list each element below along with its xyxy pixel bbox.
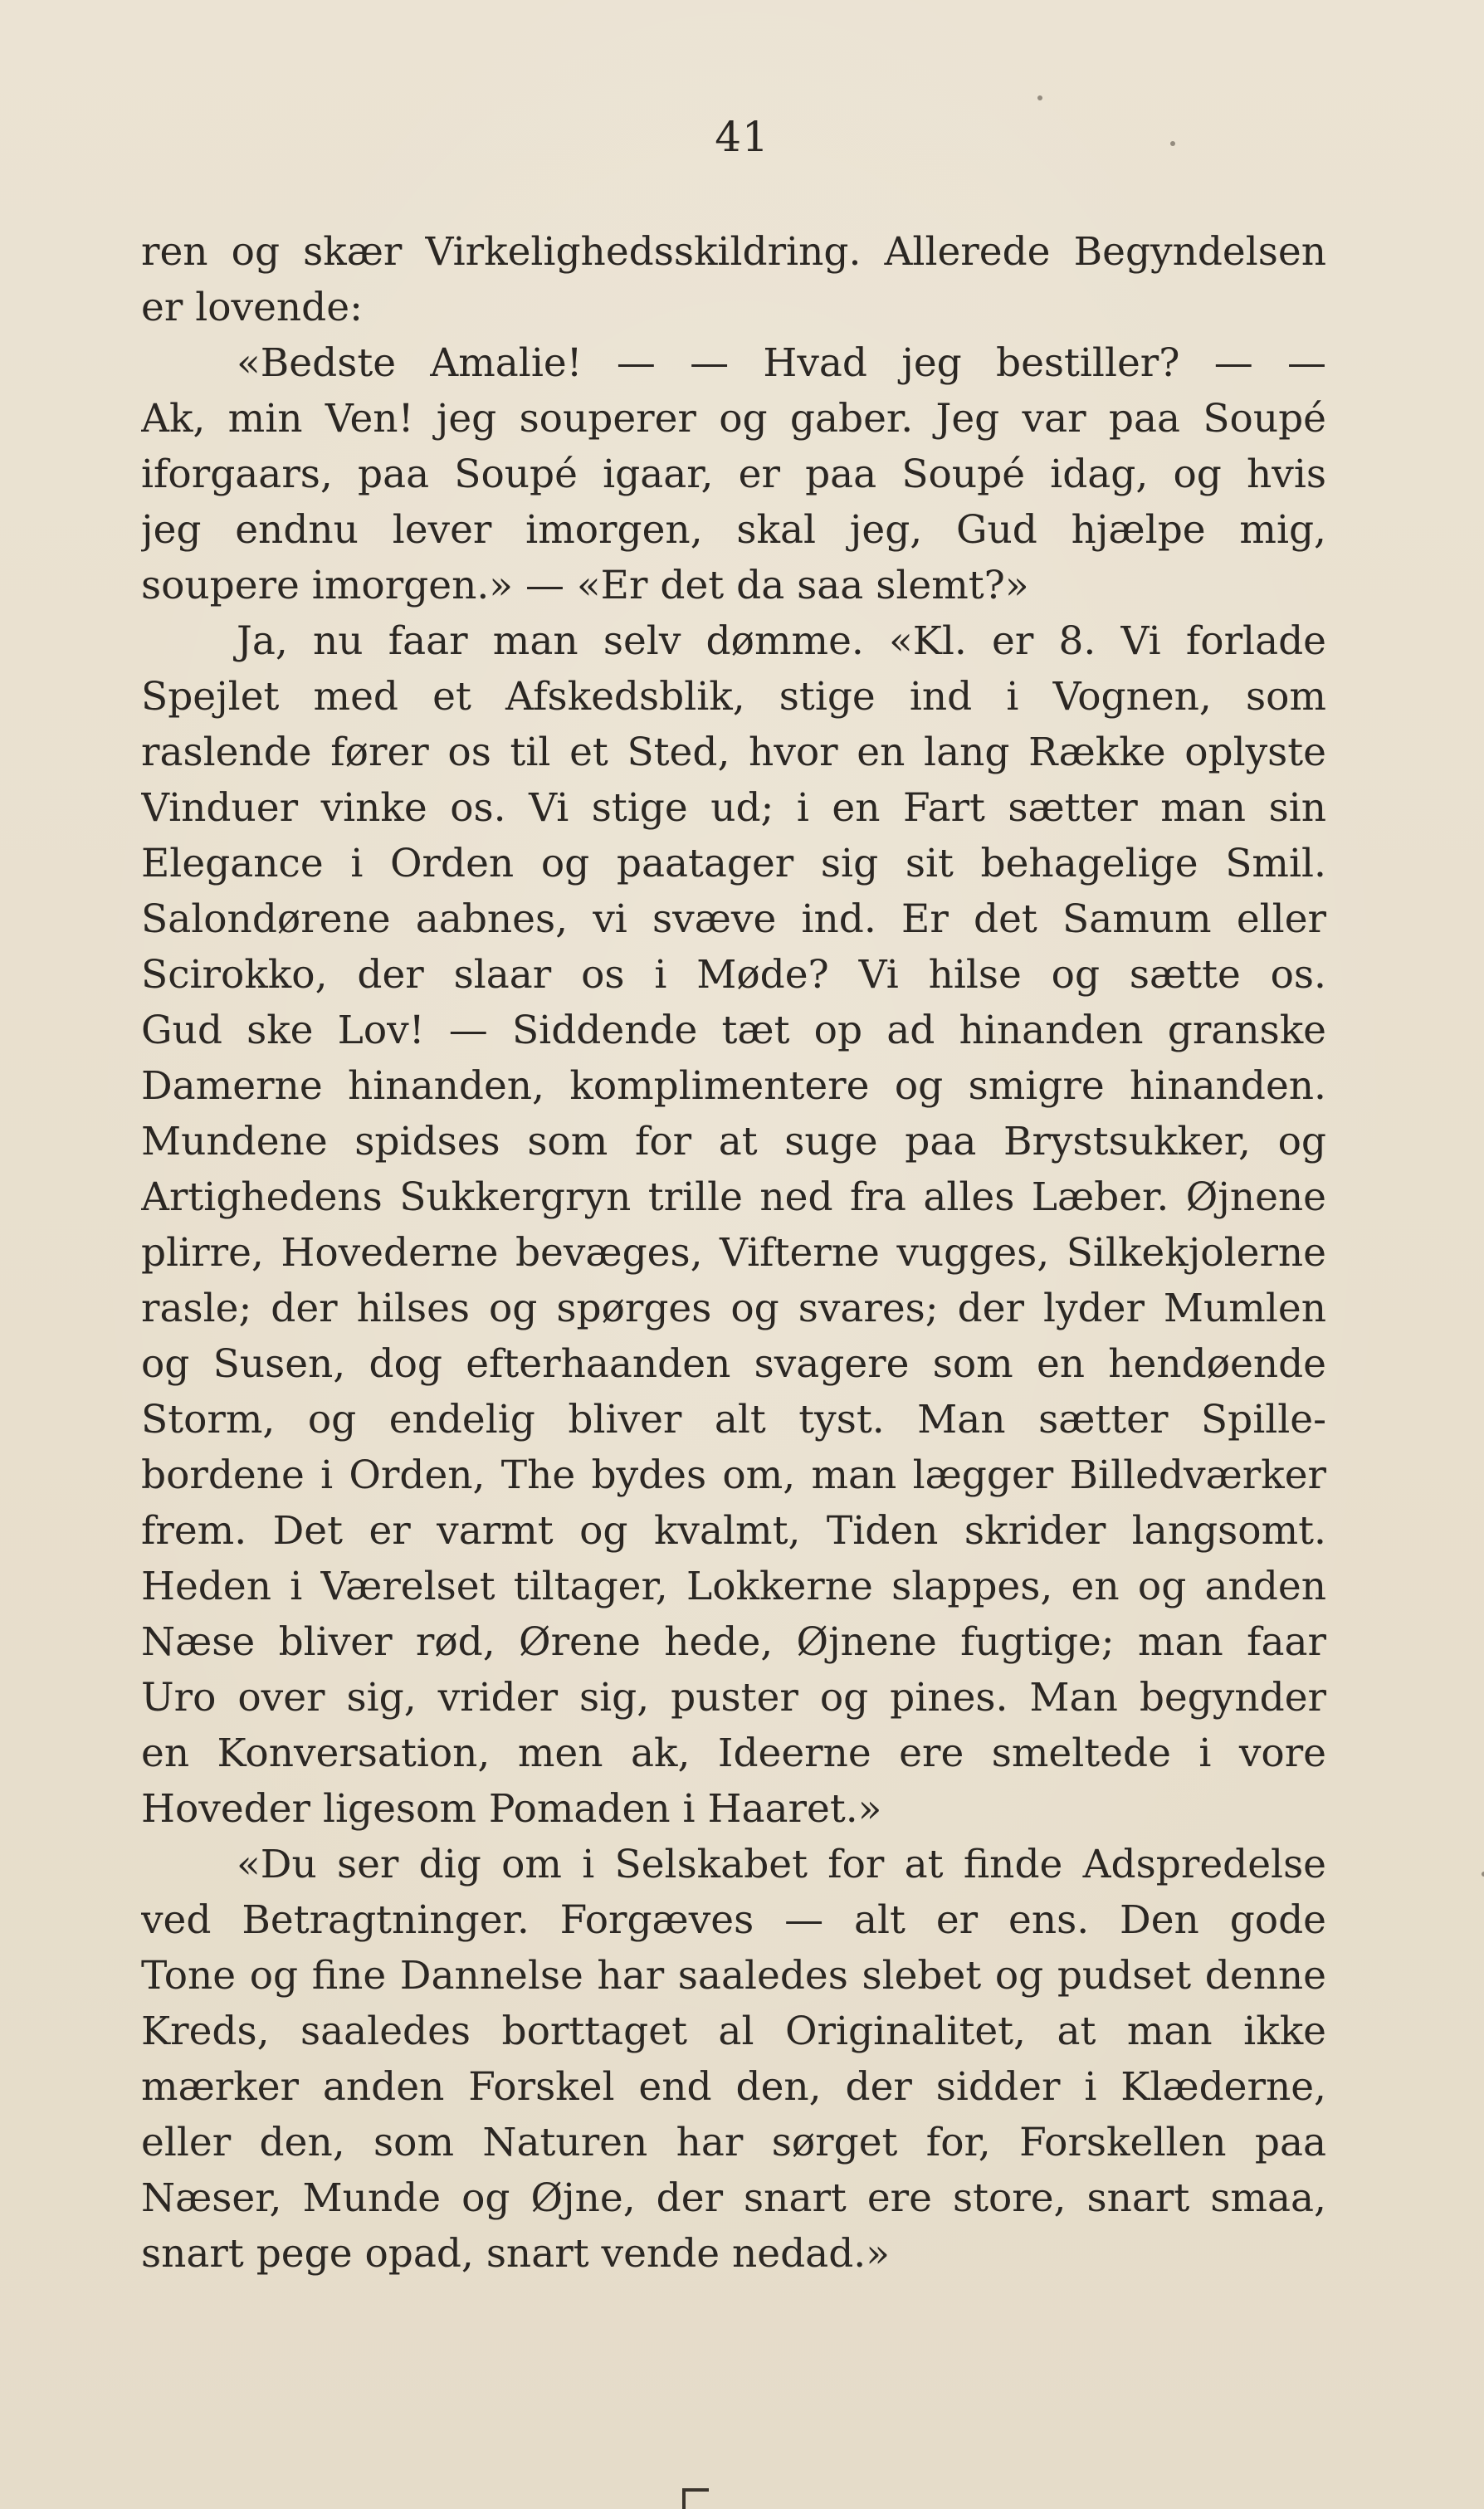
text-line: er lovende: [141, 285, 363, 330]
printer-mark [682, 2488, 709, 2492]
text-line: «Bedste Amalie! — — Hvad jeg bestiller? — — [237, 340, 1326, 386]
text-line: iforgaars, paa Soupé igaar, er paa Soupé idag, og hvis [141, 452, 1326, 497]
text-line: Kreds, saaledes borttaget al Originalitet, at man ikke [141, 2009, 1326, 2054]
text-line: soupere imorgen.» — «Er det da saa slemt?» [141, 563, 1029, 608]
text-line: Ak, min Ven! jeg souperer og gaber. Jeg var paa Soupé [141, 396, 1326, 442]
text-line: jeg endnu lever imorgen, skal jeg, Gud hjælpe mig, [141, 507, 1326, 553]
text-line: Storm, og endelig bliver alt tyst. Man sætter Spille- [141, 1397, 1326, 1442]
text-line: Uro over sig, vrider sig, puster og pines. Man begynder [141, 1675, 1326, 1721]
text-line: Elegance i Orden og paatager sig sit behagelige Smil. [141, 841, 1326, 886]
text-line: Damerne hinanden, komplimentere og smigre hinanden. [141, 1063, 1326, 1109]
text-line: og Susen, dog efterhaanden svagere som en hendøende [141, 1341, 1326, 1387]
text-line: Hoveder ligesom Pomaden i Haaret.» [141, 1786, 882, 1832]
page-number: 41 [715, 113, 769, 161]
text-line: rasle; der hilses og spørges og svares; der lyder Mumlen [141, 1286, 1326, 1331]
text-line: Salondørene aabnes, vi svæve ind. Er det Samum eller [141, 896, 1326, 942]
text-line: Scirokko, der slaar os i Møde? Vi hilse og sætte os. [141, 952, 1326, 998]
paper-speck [1037, 95, 1042, 100]
text-line: Næser, Munde og Øjne, der snart ere store, snart smaa, [141, 2175, 1326, 2221]
text-line: raslende fører os til et Sted, hvor en lang Række oplyste [141, 730, 1326, 775]
text-line: en Konversation, men ak, Ideerne ere smeltede i vore [141, 1730, 1326, 1776]
text-line: ved Betragtninger. Forgæves — alt er ens. Den gode [141, 1897, 1326, 1943]
printer-mark-stem [682, 2488, 686, 2509]
text-line: Spejlet med et Afskedsblik, stige ind i Vognen, som [141, 674, 1326, 720]
text-line: frem. Det er varmt og kvalmt, Tiden skrider langsomt. [141, 1508, 1326, 1554]
body-text [141, 224, 1326, 2282]
text-line: Mundene spidses som for at suge paa Brystsukker, og [141, 1119, 1326, 1164]
text-line: Gud ske Lov! — Siddende tæt op ad hinanden granske [141, 1008, 1326, 1053]
text-line: plirre, Hovederne bevæges, Vifterne vugges, Silkekjolerne [141, 1230, 1326, 1276]
text-line: bordene i Orden, The bydes om, man lægger Billedværker [141, 1452, 1326, 1498]
paper-speck [1170, 141, 1175, 146]
text-line: Heden i Værelset tiltager, Lokkerne slappes, en og anden [141, 1564, 1326, 1609]
text-line: «Du ser dig om i Selskabet for at finde Adspredelse [237, 1842, 1326, 1887]
text-line: Artighedens Sukkergryn trille ned fra alles Læber. Øjnene [141, 1174, 1326, 1220]
text-line: mærker anden Forskel end den, der sidder i Klæderne, [141, 2064, 1326, 2110]
text-line: eller den, som Naturen har sørget for, Forskellen paa [141, 2120, 1326, 2165]
text-line: snart pege opad, snart vende nedad.» [141, 2231, 890, 2277]
text-line: Næse bliver rød, Ørene hede, Øjnene fugtige; man faar [141, 1619, 1326, 1665]
text-line: Ja, nu faar man selv dømme. «Kl. er 8. Vi forlade [237, 618, 1326, 664]
text-line: ren og skær Virkelighedsskildring. Allerede Begyndelsen [141, 229, 1326, 275]
text-line: Tone og fine Dannelse har saaledes slebet og pudset denne [141, 1953, 1326, 1999]
text-line: Vinduer vinke os. Vi stige ud; i en Fart sætter man sin [141, 785, 1326, 831]
